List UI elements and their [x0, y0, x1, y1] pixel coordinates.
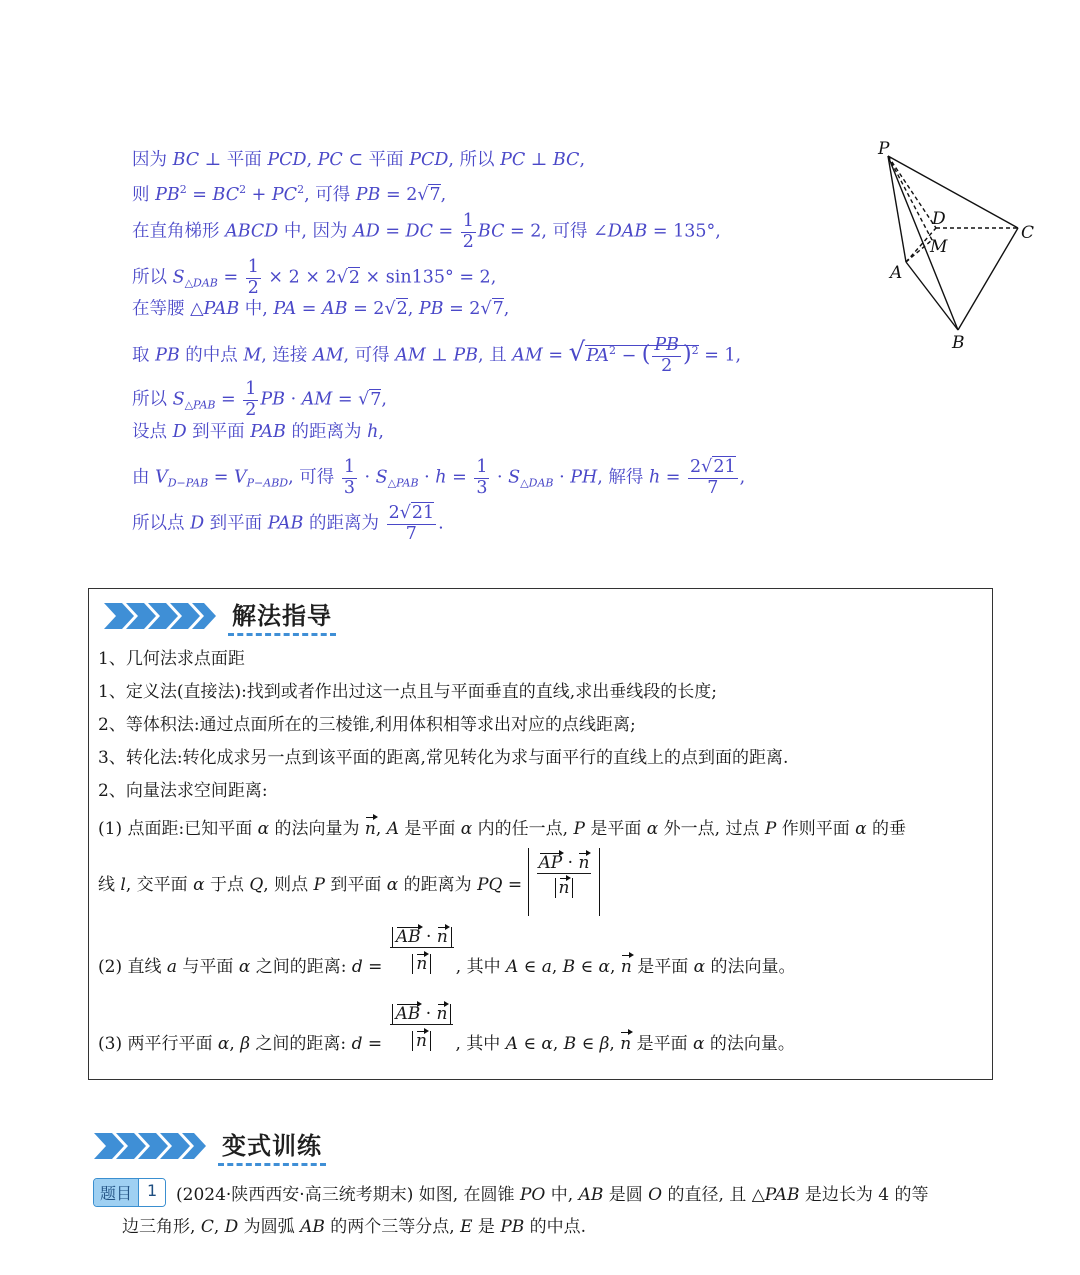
- solution-line-6: 取 PB 的中点 M, 连接 AM, 可得 AM ⊥ PB, 且 AM = $√PA^2$ − ( $\frac{PB}{2}$ )$^2$ = 1,: [132, 335, 742, 376]
- guide-title: 解法指导: [228, 596, 336, 636]
- guide-item-3: (3) 两平行平面 α, β 之间的距离: d = $\frac{AB \cdot n}{n}$ , 其中 A ∈ α, B ∈ β, n 是平面 α 的法向量。: [98, 1004, 795, 1054]
- guide-line-4: 3、转化法:转化成求另一点到该平面的距离,常见转化为求与面平行的直线上的点到面的距离.: [98, 748, 789, 768]
- label-M: M: [930, 237, 948, 257]
- chevron-arrows-icon: [94, 1129, 206, 1163]
- question-line-1: (2024·陕西西安·高三统考期末) 如图, 在圆锥 PO 中, AB 是圆 O 的直径, 且 △PAB 是边长为 4 的等: [176, 1185, 929, 1205]
- question-tag-label: 题目: [94, 1179, 138, 1206]
- label-P: P: [878, 139, 890, 159]
- guide-banner: [104, 596, 336, 636]
- solution-line-9: 由 $V_{D-PAB} = V_{P-ABD}$, 可得 $\frac{1}{3}$ · $S_{\triangle PAB} \cdot h$ = $\frac{1}{3}$ · $S_{\triangle DAB}$ · PH, 解得 h = $\frac{2√21}{7}$ ,: [132, 457, 746, 498]
- label-B: B: [952, 333, 965, 353]
- solution-line-2: 则 $PB^2 = BC^2 + PC^2$, 可得 PB = 2√7,: [132, 183, 447, 205]
- guide-line-3: 2、等体积法:通过点面所在的三棱锥,利用体积相等求出对应的点线距离;: [98, 715, 636, 735]
- guide-line-5: 2、向量法求空间距离:: [98, 781, 268, 801]
- solution-line-8: 设点 D 到平面 PAB 的距离为 h,: [132, 422, 384, 442]
- solution-line-7: 所以 $S_{\triangle PAB}$ = $\frac{1}{2}$ PB · AM = √7,: [132, 379, 387, 420]
- pyramid-figure: [870, 132, 1050, 357]
- guide-item-1-line-2: 线 l, 交平面 α 于点 Q, 则点 P 到平面 α 的距离为 PQ = $\frac{AP \cdot n}{n}$: [98, 848, 600, 916]
- label-D: D: [932, 209, 946, 229]
- solution-line-5: 在等腰 △PAB 中, PA = AB = 2√2, PB = 2√7,: [132, 299, 510, 319]
- guide-item-1-line-1: (1) 点面距:已知平面 α 的法向量为 n, A 是平面 α 内的任一点, P 是平面 α 外一点, 过点 P 作则平面 α 的垂: [98, 819, 907, 839]
- solution-line-4: 所以 $S_{\triangle DAB}$ = $\frac{1}{2}$ × 2 × 2√2 × sin135° = 2,: [132, 257, 497, 298]
- solution-line-1: 因为 BC ⊥ 平面 PCD, PC ⊂ 平面 PCD, 所以 PC ⊥ BC,: [132, 150, 586, 170]
- guide-item-2: (2) 直线 a 与平面 α 之间的距离: d = $\frac{AB \cdot n}{n}$ , 其中 A ∈ a, B ∈ α, n 是平面 α 的法向量。: [98, 927, 796, 977]
- guide-line-2: 1、定义法(直接法):找到或者作出过这一点且与平面垂直的直线,求出垂线段的长度;: [98, 682, 717, 702]
- chevron-arrows-icon: [104, 599, 216, 633]
- guide-line-1: 1、几何法求点面距: [98, 649, 245, 669]
- label-C: C: [1021, 223, 1035, 243]
- solution-line-3: 在直角梯形 ABCD 中, 因为 AD = DC = $\frac{1}{2}$ BC = 2, 可得 ∠DAB = 135°,: [132, 211, 721, 252]
- label-A: A: [890, 263, 903, 283]
- practice-title: 变式训练: [218, 1126, 326, 1166]
- practice-banner: [94, 1126, 326, 1166]
- question-tag-number: 1: [138, 1179, 165, 1206]
- question-tag: [93, 1178, 166, 1207]
- solution-line-10: 所以点 D 到平面 PAB 的距离为 $\frac{2√21}{7}$ .: [132, 503, 444, 544]
- question-line-2: 边三角形, C, D 为圆弧 AB 的两个三等分点, E 是 PB 的中点.: [122, 1217, 587, 1237]
